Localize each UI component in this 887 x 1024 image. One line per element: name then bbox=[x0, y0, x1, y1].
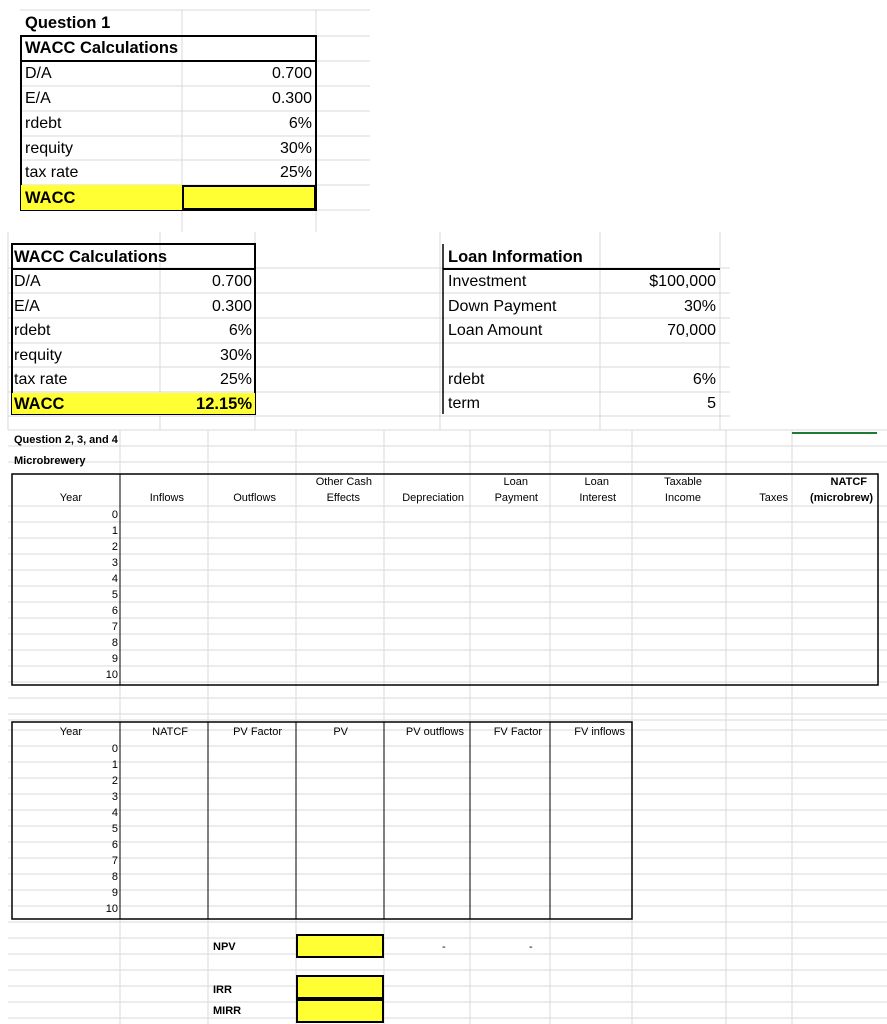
q1-label-rdebt: rdebt bbox=[25, 115, 62, 132]
pv-year-9: 9 bbox=[111, 887, 118, 899]
loan-label-term: term bbox=[448, 395, 480, 412]
q1-wacc-input[interactable] bbox=[182, 185, 316, 210]
pv-col-pv: PV bbox=[333, 726, 348, 738]
wacc2-label-taxrate: tax rate bbox=[14, 371, 68, 388]
wacc2-label-da: D/A bbox=[14, 273, 41, 290]
pv-year-6: 6 bbox=[111, 839, 118, 851]
pv-year-3: 3 bbox=[111, 791, 118, 803]
wacc2-label-requity: requity bbox=[14, 347, 63, 364]
pv-year-8: 8 bbox=[111, 871, 118, 883]
loan-label-loanamount: Loan Amount bbox=[448, 322, 543, 339]
cf-year-0: 0 bbox=[111, 509, 118, 521]
loan-value-term[interactable]: 5 bbox=[707, 395, 716, 412]
irr-input[interactable] bbox=[296, 975, 384, 999]
cf-year-3: 3 bbox=[111, 557, 118, 569]
irr-label: IRR bbox=[213, 984, 232, 996]
pv-year-2: 2 bbox=[111, 775, 118, 787]
mirr-input[interactable] bbox=[296, 999, 384, 1023]
loan-header: Loan Information bbox=[448, 248, 583, 266]
loan-label-rdebt: rdebt bbox=[448, 371, 485, 388]
npv-input[interactable] bbox=[296, 934, 384, 958]
pv-year-1: 1 bbox=[111, 759, 118, 771]
cf-year-5: 5 bbox=[111, 589, 118, 601]
question-1-title: Question 1 bbox=[25, 14, 111, 32]
npv-dash-2: - bbox=[529, 941, 533, 953]
npv-label: NPV bbox=[213, 941, 236, 953]
cf-col-year: Year bbox=[59, 492, 82, 504]
wacc2-value-da[interactable]: 0.700 bbox=[211, 273, 252, 290]
q1-label-da: D/A bbox=[25, 65, 52, 82]
cf-col-depreciation: Depreciation bbox=[402, 492, 464, 504]
cf-col-taxable-1: Taxable bbox=[664, 476, 702, 488]
cf-col-loanpay-1: Loan bbox=[503, 476, 528, 488]
cf-col-inflows: Inflows bbox=[149, 492, 184, 504]
wacc2-value-ea[interactable]: 0.300 bbox=[211, 298, 252, 315]
q1-value-rdebt[interactable]: 6% bbox=[288, 115, 312, 132]
q1-wacc-header: WACC Calculations bbox=[25, 39, 179, 57]
q1-value-requity[interactable]: 30% bbox=[279, 140, 312, 157]
cf-col-taxable-2: Income bbox=[664, 492, 701, 504]
cf-col-loanpay-2: Payment bbox=[494, 492, 538, 504]
npv-dash-1: - bbox=[442, 941, 446, 953]
q1-value-da[interactable]: 0.700 bbox=[271, 65, 312, 82]
cf-col-loanint-2: Interest bbox=[579, 492, 616, 504]
q1-value-taxrate[interactable]: 25% bbox=[279, 164, 312, 181]
wacc2-value-rdebt[interactable]: 6% bbox=[228, 322, 252, 339]
q1-wacc-label: WACC bbox=[25, 189, 76, 207]
cf-col-natcf-1: NATCF bbox=[830, 476, 867, 488]
cf-col-other-2: Effects bbox=[326, 492, 360, 504]
wacc2-wacc-value[interactable]: 12.15% bbox=[196, 395, 252, 413]
q1-label-ea: E/A bbox=[25, 90, 51, 107]
wacc2-label-ea: E/A bbox=[14, 298, 40, 315]
loan-label-investment: Investment bbox=[448, 273, 527, 290]
pv-col-pvoutflows: PV outflows bbox=[405, 726, 464, 738]
wacc2-header: WACC Calculations bbox=[14, 248, 168, 266]
loan-value-rdebt[interactable]: 6% bbox=[692, 371, 716, 388]
cf-year-8: 8 bbox=[111, 637, 118, 649]
cf-col-natcf-2: (microbrew) bbox=[810, 492, 873, 504]
cf-year-6: 6 bbox=[111, 605, 118, 617]
cf-year-9: 9 bbox=[111, 653, 118, 665]
loan-label-downpayment: Down Payment bbox=[448, 298, 557, 315]
wacc2-wacc-label: WACC bbox=[14, 395, 65, 413]
q1-label-requity: requity bbox=[25, 140, 74, 157]
cf-year-1: 1 bbox=[111, 525, 118, 537]
pv-col-pvfactor: PV Factor bbox=[233, 726, 282, 738]
pv-year-7: 7 bbox=[111, 855, 118, 867]
q234-title: Question 2, 3, and 4 bbox=[14, 434, 118, 446]
pv-col-fvinflows: FV inflows bbox=[574, 726, 625, 738]
cf-col-outflows: Outflows bbox=[233, 492, 276, 504]
wacc2-value-requity[interactable]: 30% bbox=[219, 347, 252, 364]
wacc2-value-taxrate[interactable]: 25% bbox=[219, 371, 252, 388]
cf-year-10: 10 bbox=[105, 669, 118, 681]
wacc2-label-rdebt: rdebt bbox=[14, 322, 51, 339]
cf-year-4: 4 bbox=[111, 573, 118, 585]
pv-col-year: Year bbox=[59, 726, 82, 738]
cf-col-other-1: Other Cash bbox=[315, 476, 372, 488]
cf-year-7: 7 bbox=[111, 621, 118, 633]
pv-year-10: 10 bbox=[105, 903, 118, 915]
cf-col-loanint-1: Loan bbox=[584, 476, 609, 488]
q1-value-ea[interactable]: 0.300 bbox=[271, 90, 312, 107]
cf-col-taxes: Taxes bbox=[759, 492, 788, 504]
cf-year-2: 2 bbox=[111, 541, 118, 553]
q234-subtitle: Microbrewery bbox=[14, 455, 86, 467]
q1-label-taxrate: tax rate bbox=[25, 164, 79, 181]
loan-value-investment[interactable]: $100,000 bbox=[649, 273, 716, 290]
loan-value-loanamount[interactable]: 70,000 bbox=[667, 322, 716, 339]
pv-year-5: 5 bbox=[111, 823, 118, 835]
pv-year-4: 4 bbox=[111, 807, 118, 819]
pv-col-natcf: NATCF bbox=[152, 726, 188, 738]
pv-year-0: 0 bbox=[111, 743, 118, 755]
pv-col-fvfactor: FV Factor bbox=[493, 726, 542, 738]
mirr-label: MIRR bbox=[213, 1005, 242, 1017]
loan-value-downpayment[interactable]: 30% bbox=[683, 298, 716, 315]
